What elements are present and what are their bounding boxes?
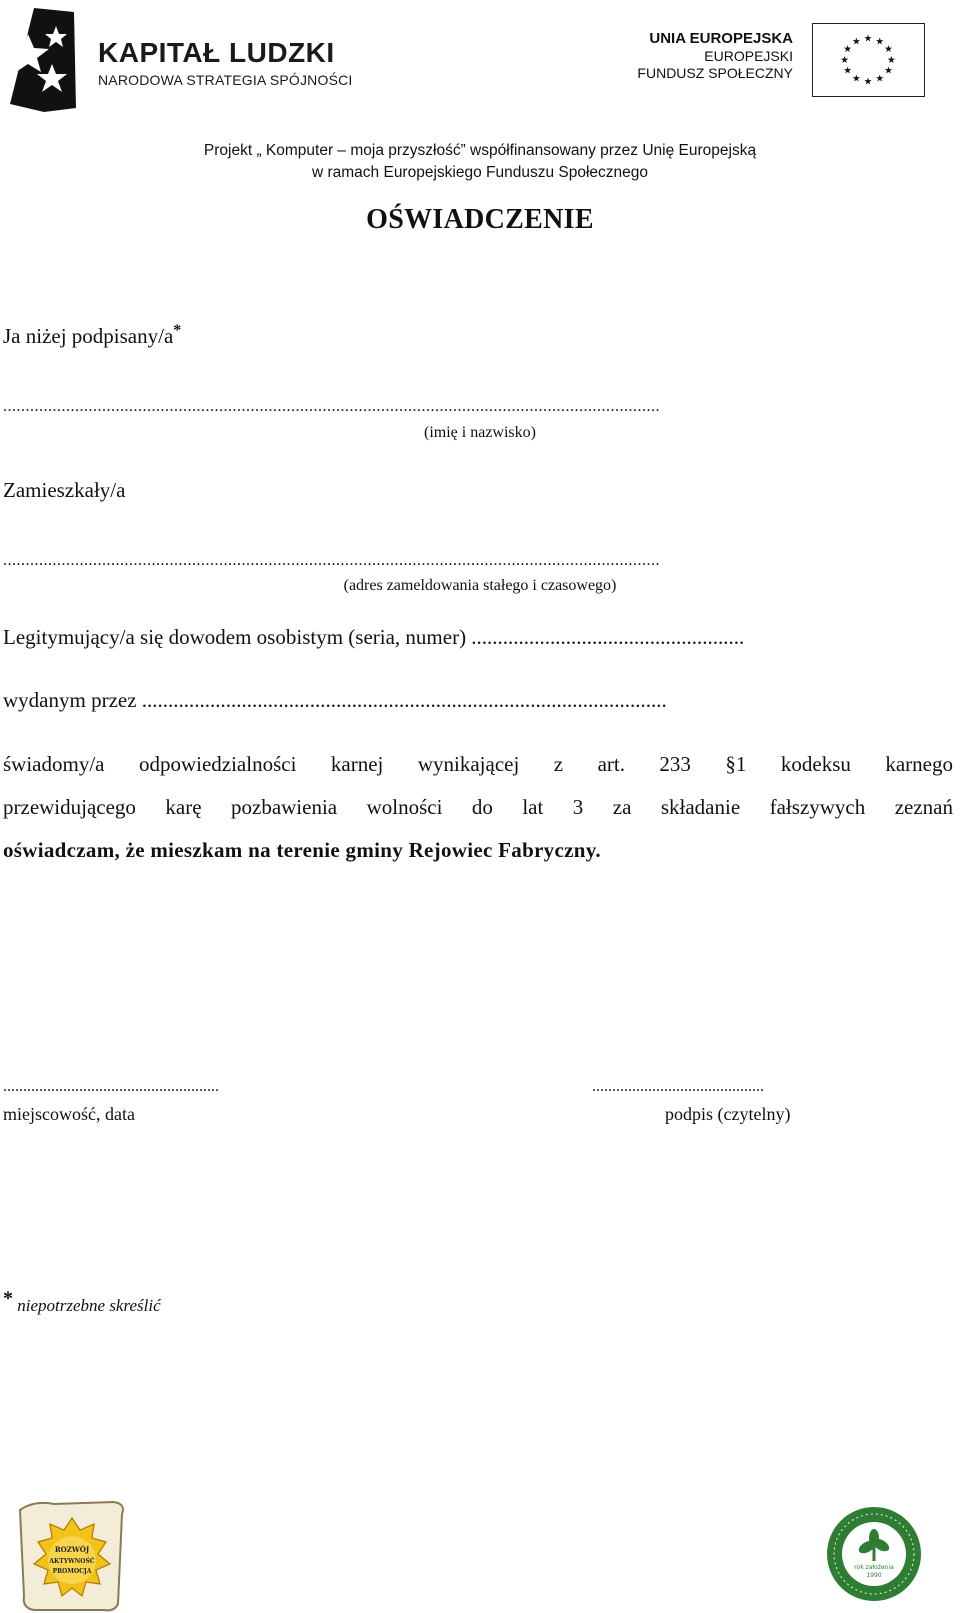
svg-text:★: ★ — [863, 33, 873, 45]
kapital-ludzki-title: KAPITAŁ LUDZKI — [98, 37, 335, 68]
eu-line-2: EUROPEJSKI — [704, 48, 793, 64]
svg-text:★: ★ — [840, 54, 850, 66]
logo-text-1: ROZWÓJ — [54, 1545, 90, 1554]
intro-line — [3, 322, 181, 349]
address-caption: (adres zameldowania stałego i czasowego) — [343, 577, 617, 594]
svg-text:★: ★ — [863, 76, 873, 88]
footnote — [3, 1287, 161, 1316]
place-date-caption: miejscowość, data — [3, 1104, 135, 1124]
logo-text-2: AKTYWNOŚĆ — [49, 1558, 95, 1565]
place-date-fill-line[interactable]: ...................................................... — [3, 1078, 219, 1095]
eu-line-1: UNIA EUROPEJSKA — [649, 30, 793, 47]
name-fill-line[interactable]: .................................................................................................................................................. — [3, 398, 660, 415]
footnote-mark: * — [3, 1287, 13, 1310]
resident-label: Zamieszkały/a — [3, 478, 126, 502]
svg-text:★: ★ — [851, 36, 861, 48]
document-title: OŚWIADCZENIE — [366, 204, 594, 235]
svg-text:★: ★ — [843, 65, 852, 77]
project-line-1: Projekt „ Komputer – moja przyszłość” współfinansowany przez Unię Europejską — [203, 142, 757, 159]
signature-fill-line[interactable]: ........................................... — [592, 1078, 764, 1095]
intro-text: Ja niżej podpisany/a — [3, 324, 174, 348]
kapital-ludzki-subtitle: NARODOWA STRATEGIA SPÓJNOŚCI — [98, 72, 353, 88]
eu-line-3: FUNDUSZ SPOŁECZNY — [637, 65, 793, 81]
issued-by-line[interactable]: wydanym przez .................................................................................................... — [3, 688, 667, 712]
eu-flag-icon — [812, 23, 925, 97]
lubelszczyzna-foundation-logo-icon — [825, 1505, 923, 1603]
footnote-text: niepotrzebne skreślić — [13, 1296, 161, 1315]
signature-caption: podpis (czytelny) — [665, 1104, 791, 1124]
eu-text-block — [618, 30, 793, 82]
svg-text:★: ★ — [875, 36, 885, 48]
svg-text:★: ★ — [884, 44, 893, 56]
declaration-line-1: świadomy/a odpowiedzialności karnej wynikającej z art. 233 §1 kodeksu karnego — [3, 752, 953, 776]
development-activity-promotion-logo-icon — [14, 1500, 126, 1612]
name-caption: (imię i nazwisko) — [424, 424, 536, 441]
foundation-logo-text-1: rok założenia — [854, 1564, 894, 1571]
project-line-2: w ramach Europejskiego Funduszu Społecznego — [311, 164, 649, 181]
svg-text:★: ★ — [843, 44, 852, 56]
svg-text:★: ★ — [887, 54, 896, 66]
logo-text-3: PROMOCJA — [52, 1568, 92, 1575]
svg-text:★: ★ — [875, 73, 885, 85]
foundation-logo-text-2: 1990 — [866, 1572, 882, 1579]
declaration-line-2: przewidującego karę pozbawienia wolności do lat 3 za składanie fałszywych zeznań — [3, 795, 953, 819]
svg-text:★: ★ — [884, 65, 893, 77]
declaration-statement: oświadczam, że mieszkam na terenie gminy Rejowiec Fabryczny. — [3, 838, 601, 862]
kapital-ludzki-logo-icon — [4, 4, 80, 114]
id-document-line[interactable]: Legitymujący/a się dowodem osobistym (seria, numer) .................................................... — [3, 625, 745, 649]
address-fill-line[interactable]: .................................................................................................................................................. — [3, 552, 660, 569]
svg-text:★: ★ — [851, 73, 861, 85]
intro-footnote-mark: * — [173, 322, 182, 339]
